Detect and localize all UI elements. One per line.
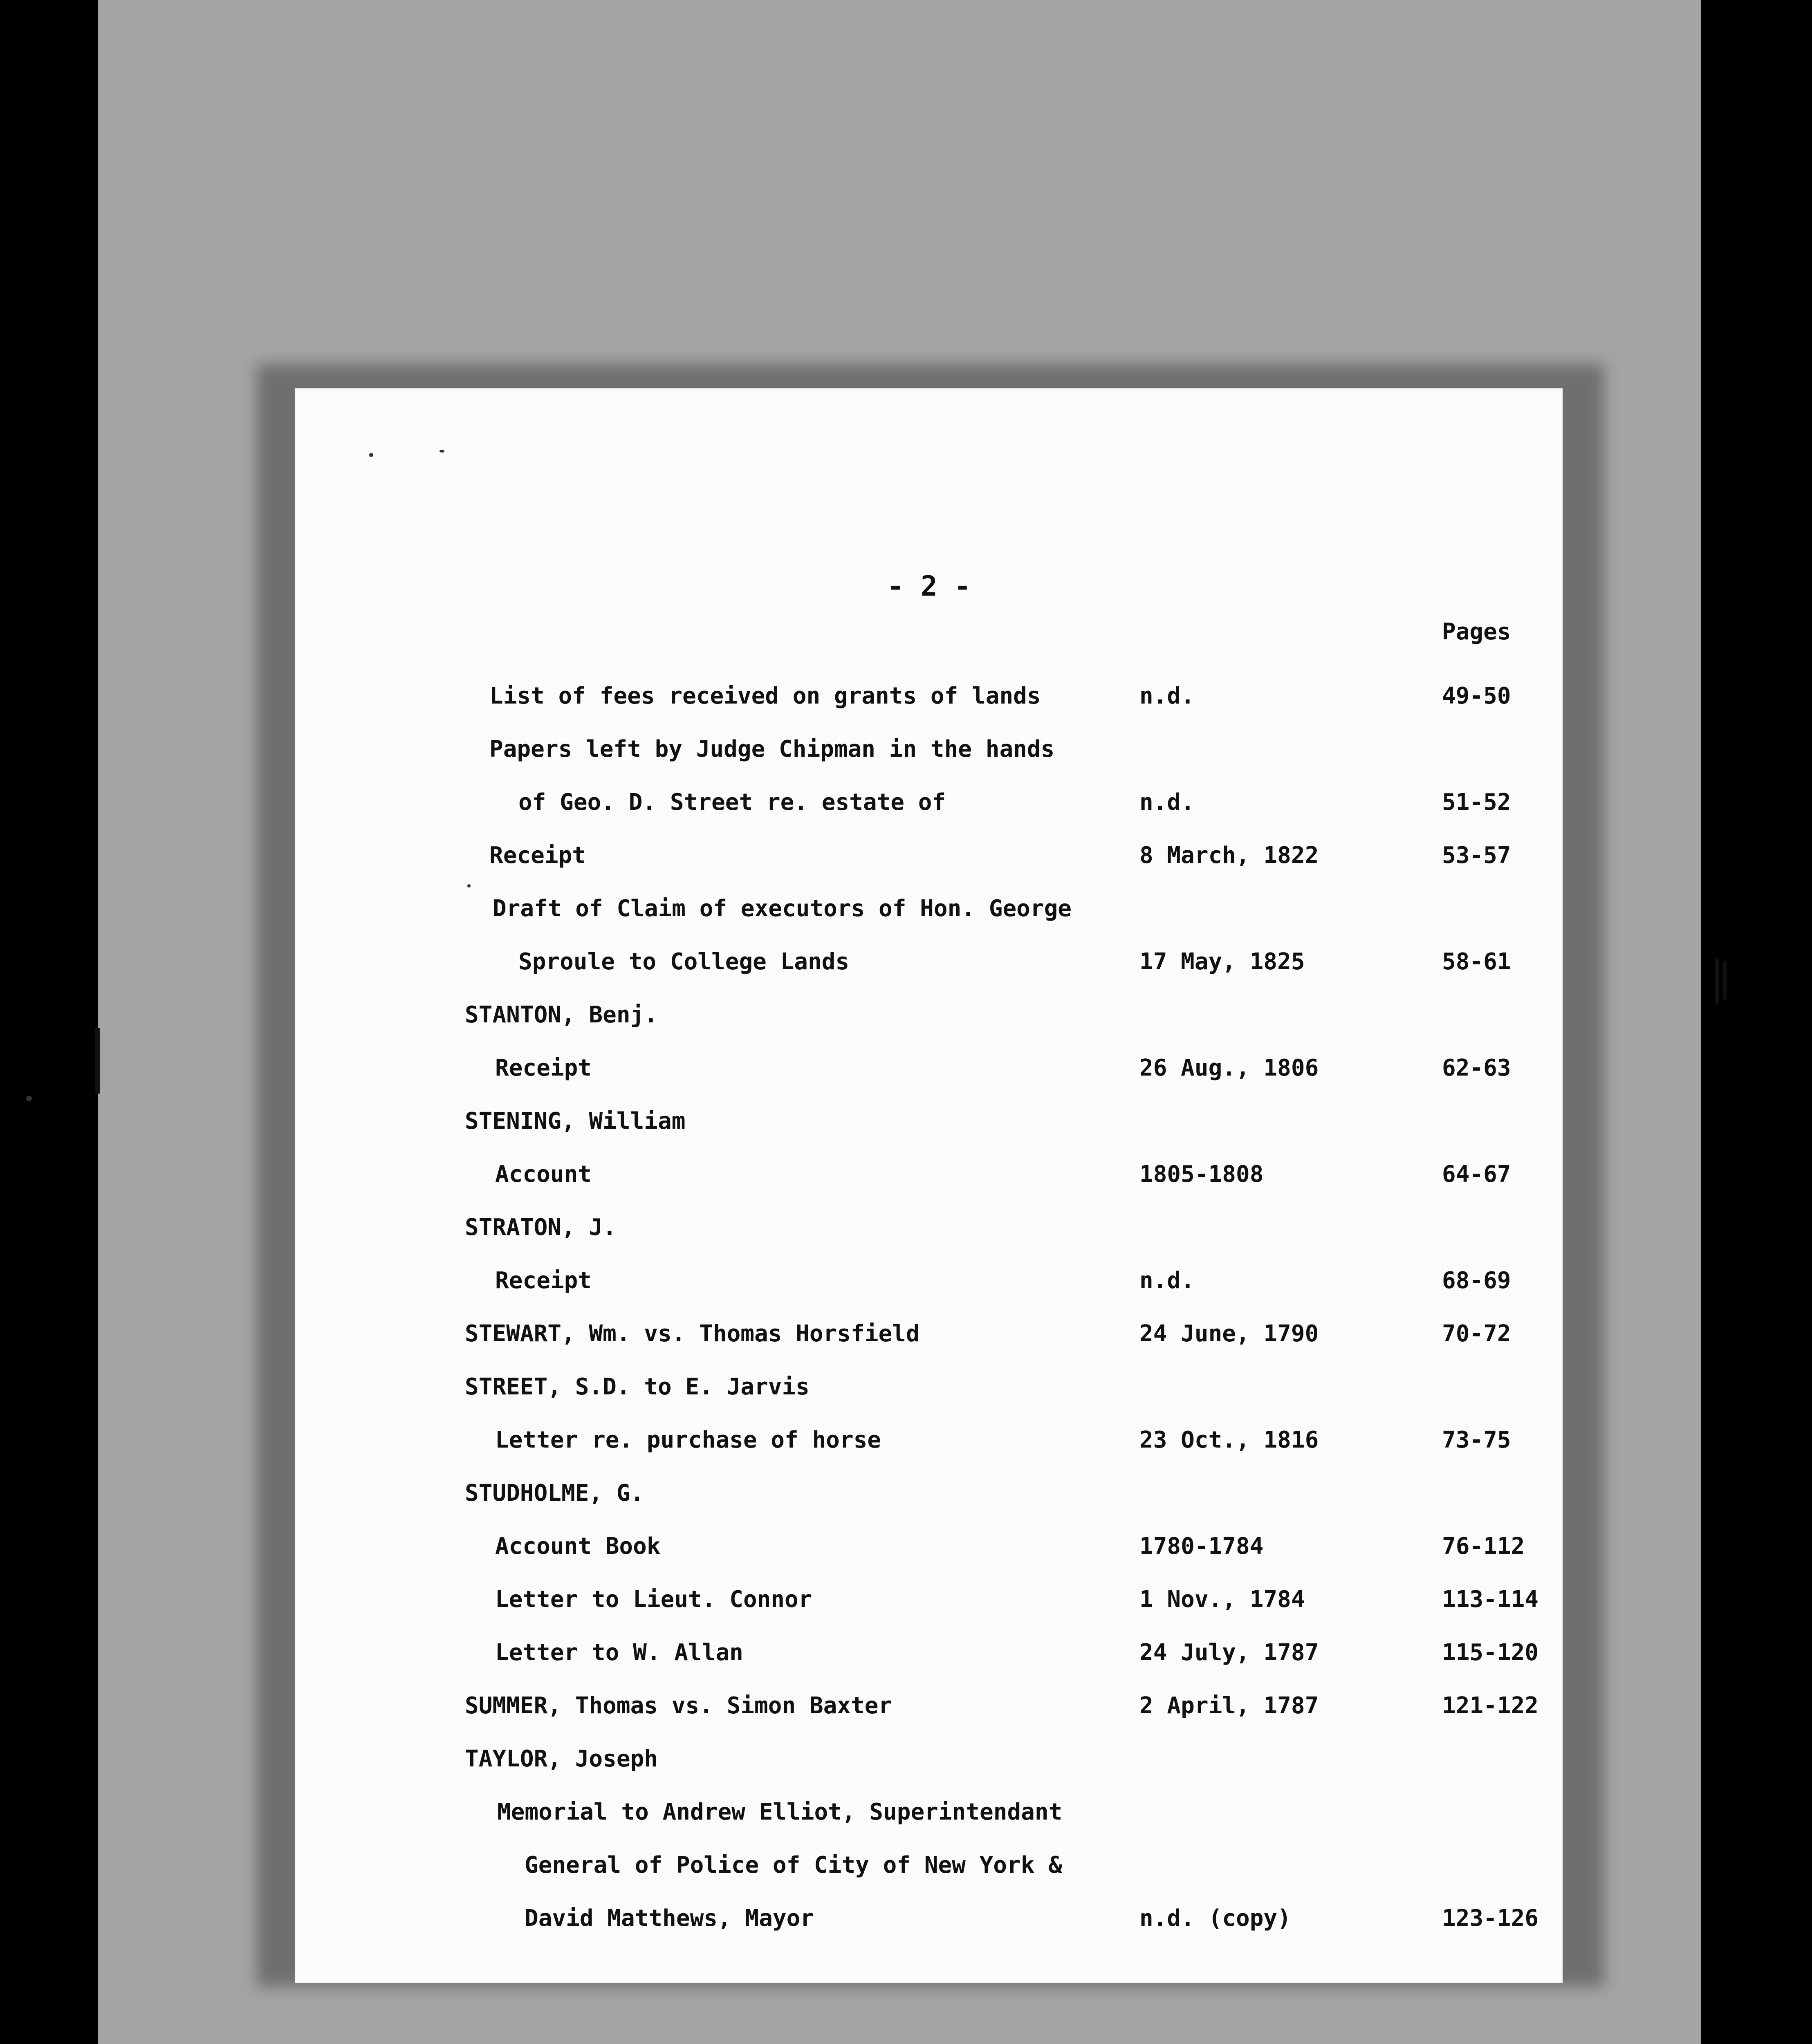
entry-text: SUMMER, Thomas vs. Simon Baxter bbox=[465, 1692, 893, 1719]
list-item bbox=[0, 842, 1812, 871]
list-item bbox=[0, 1427, 1812, 1455]
list-item bbox=[0, 1905, 1812, 1934]
list-item bbox=[0, 948, 1812, 977]
entry-date: 1 Nov., 1784 bbox=[1139, 1586, 1305, 1613]
list-item bbox=[0, 1586, 1812, 1615]
list-item bbox=[0, 1639, 1812, 1668]
page-number: - 2 - bbox=[887, 570, 971, 603]
entry-pages: 73-75 bbox=[1442, 1427, 1511, 1453]
list-item bbox=[0, 1746, 1812, 1774]
entry-date: 26 Aug., 1806 bbox=[1139, 1055, 1319, 1081]
entry-text: List of fees received on grants of lands bbox=[489, 683, 1041, 709]
entry-text: Account bbox=[495, 1161, 592, 1188]
entry-text: Draft of Claim of executors of Hon. George bbox=[493, 895, 1072, 922]
list-item bbox=[0, 1374, 1812, 1402]
list-item bbox=[0, 1055, 1812, 1083]
list-item bbox=[0, 1799, 1812, 1827]
entry-pages: 64-67 bbox=[1442, 1161, 1511, 1188]
entry-text: Letter re. purchase of horse bbox=[495, 1427, 881, 1453]
entry-text: Letter to Lieut. Connor bbox=[495, 1586, 812, 1613]
entry-text: STEWART, Wm. vs. Thomas Horsfield bbox=[465, 1320, 920, 1347]
entry-pages: 113-114 bbox=[1442, 1586, 1539, 1613]
list-item bbox=[0, 1267, 1812, 1296]
entry-pages: 53-57 bbox=[1442, 842, 1511, 869]
entry-pages: 68-69 bbox=[1442, 1267, 1511, 1294]
list-item bbox=[0, 736, 1812, 764]
entry-pages: 62-63 bbox=[1442, 1055, 1511, 1081]
entry-date: 8 March, 1822 bbox=[1139, 842, 1319, 869]
entry-pages: 70-72 bbox=[1442, 1320, 1511, 1347]
entry-text: of Geo. D. Street re. estate of bbox=[518, 789, 946, 816]
list-item bbox=[0, 1533, 1812, 1562]
entry-pages: 115-120 bbox=[1442, 1639, 1539, 1666]
speck bbox=[26, 1096, 32, 1101]
speck bbox=[467, 884, 471, 888]
entry-text: STRATON, J. bbox=[465, 1214, 617, 1241]
entry-date: 24 June, 1790 bbox=[1139, 1320, 1319, 1347]
list-item bbox=[0, 1002, 1812, 1030]
entry-pages: 58-61 bbox=[1442, 948, 1511, 975]
entry-text: Receipt bbox=[495, 1055, 592, 1081]
entry-date: 1780-1784 bbox=[1139, 1533, 1264, 1560]
entry-pages: 76-112 bbox=[1442, 1533, 1525, 1560]
list-item bbox=[0, 1692, 1812, 1721]
entry-pages: 51-52 bbox=[1442, 789, 1511, 816]
entry-date: 24 July, 1787 bbox=[1139, 1639, 1319, 1666]
entry-text: Receipt bbox=[489, 842, 586, 869]
list-item bbox=[0, 1320, 1812, 1349]
entry-pages: 123-126 bbox=[1442, 1905, 1539, 1932]
list-item bbox=[0, 683, 1812, 711]
list-item bbox=[0, 1161, 1812, 1190]
entry-text: Memorial to Andrew Elliot, Superintendant bbox=[497, 1799, 1063, 1825]
list-item bbox=[0, 1852, 1812, 1880]
entry-pages: 49-50 bbox=[1442, 683, 1511, 709]
entry-text: Sproule to College Lands bbox=[518, 948, 850, 975]
entry-text: TAYLOR, Joseph bbox=[465, 1746, 658, 1772]
list-item bbox=[0, 895, 1812, 924]
entry-date: 2 April, 1787 bbox=[1139, 1692, 1319, 1719]
list-item bbox=[0, 789, 1812, 818]
list-item bbox=[0, 1108, 1812, 1136]
entry-date: 23 Oct., 1816 bbox=[1139, 1427, 1319, 1453]
entry-date: n.d. bbox=[1139, 789, 1195, 816]
speck bbox=[369, 453, 373, 457]
entry-text: Papers left by Judge Chipman in the hands bbox=[489, 736, 1055, 762]
list-item bbox=[0, 1480, 1812, 1508]
entry-text: STENING, William bbox=[465, 1108, 686, 1134]
entry-date: 1805-1808 bbox=[1139, 1161, 1264, 1188]
entry-date: 17 May, 1825 bbox=[1139, 948, 1305, 975]
entry-date: n.d. bbox=[1139, 1267, 1195, 1294]
entry-text: STREET, S.D. to E. Jarvis bbox=[465, 1374, 810, 1400]
entry-text: Receipt bbox=[495, 1267, 592, 1294]
entry-text: Account Book bbox=[495, 1533, 661, 1560]
list-item bbox=[0, 1214, 1812, 1243]
entry-date: n.d. bbox=[1139, 683, 1195, 709]
speck bbox=[440, 450, 444, 453]
entry-text: STANTON, Benj. bbox=[465, 1002, 658, 1028]
entry-date: n.d. (copy) bbox=[1139, 1905, 1291, 1932]
entry-text: STUDHOLME, G. bbox=[465, 1480, 644, 1506]
entry-text: General of Police of City of New York & bbox=[525, 1852, 1062, 1878]
entry-text: David Matthews, Mayor bbox=[525, 1905, 814, 1932]
entry-text: Letter to W. Allan bbox=[495, 1639, 743, 1666]
entry-pages: 121-122 bbox=[1442, 1692, 1539, 1719]
pages-column-header: Pages bbox=[1442, 619, 1511, 645]
